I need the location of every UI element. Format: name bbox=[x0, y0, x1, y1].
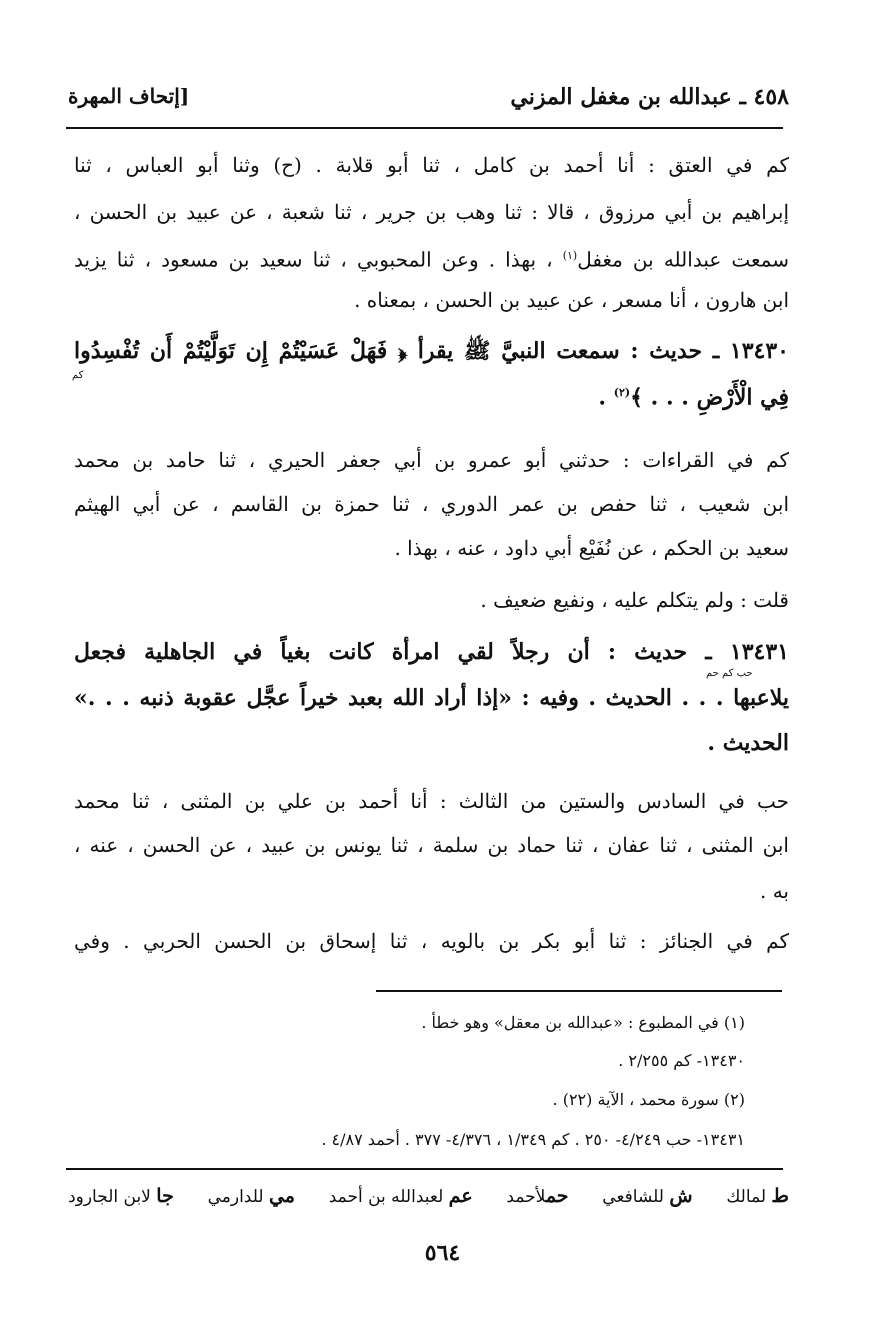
hadith-heading: ١٣٤٣١ ـ حديث : أن رجلاً لقي امرأة كانت بغياً في الجاهلية فجعل bbox=[74, 639, 789, 665]
siglum-code: عم bbox=[448, 1185, 473, 1207]
hadith-heading: الحديث . bbox=[707, 730, 789, 756]
siglum-entry bbox=[602, 1185, 692, 1207]
body-text: . bbox=[598, 384, 614, 411]
footnote: ١٣٤٣١- حب ٤/٢٤٩- ٢٥٠ . كم ١/٣٤٩ ، ٤/٣٧٦- ٣٧٧ . أحمد ٤/٨٧ . bbox=[321, 1130, 745, 1149]
footnote-rule bbox=[376, 990, 782, 992]
siglum-desc: للدارمي bbox=[207, 1187, 264, 1207]
body-line: ابن هارون ، أنا مسعر ، عن عبيد بن الحسن ، بمعناه . bbox=[354, 288, 789, 312]
siglum-code: حم bbox=[545, 1185, 569, 1207]
siglum-entry bbox=[506, 1185, 568, 1207]
siglum-desc: لمالك bbox=[726, 1187, 767, 1207]
footnote: ١٣٤٣٠- كم ٢/٢٥٥ . bbox=[618, 1051, 745, 1070]
body-line: ابن المثنى ، ثنا عفان ، ثنا حماد بن سلمة ، ثنا يونس بن عبيد ، عن الحسن ، عنه ، bbox=[74, 833, 789, 857]
body-line: كم في القراءات : حدثني أبو عمرو بن أبي جعفر الحيري ، ثنا حامد بن محمد bbox=[74, 448, 789, 472]
body-line: ابن شعيب ، ثنا حفص بن عمر الدوري ، ثنا حمزة بن القاسم ، عن أبي الهيثم bbox=[74, 492, 789, 516]
siglum-entry bbox=[68, 1185, 174, 1207]
footnote: (١) في المطبوع : «عبدالله بن معقل» وهو خطأ . bbox=[421, 1013, 745, 1032]
siglum-entry bbox=[329, 1185, 473, 1207]
body-line: به . bbox=[759, 879, 789, 903]
siglum-code: مي bbox=[268, 1185, 295, 1207]
sigla-legend bbox=[68, 1185, 789, 1207]
siglum-code: ط bbox=[771, 1185, 789, 1207]
body-line: سعيد بن الحكم ، عن نُفَيْع أبي داود ، عنه ، بهذا . bbox=[394, 536, 789, 560]
siglum-desc: لعبدالله بن أحمد bbox=[328, 1187, 444, 1207]
body-text: ، بهذا . وعن المحبوبي ، ثنا سعيد بن مسعود ، ثنا يزيد bbox=[74, 247, 563, 272]
siglum-code: جا bbox=[156, 1185, 174, 1207]
body-line: إبراهيم بن أبي مرزوق ، قالا : ثنا وهب بن جرير ، ثنا شعبة ، عن عبيد بن الحسن ، bbox=[74, 200, 789, 224]
siglum-desc: للشافعي bbox=[602, 1187, 664, 1207]
siglum-code: ش bbox=[669, 1185, 693, 1207]
body-line: حب في السادس والستين من الثالث : أنا أحمد بن علي بن المثنى ، ثنا محمد bbox=[74, 789, 789, 813]
siglum-desc: لأحمد bbox=[506, 1187, 546, 1207]
siglum-entry bbox=[208, 1185, 295, 1207]
margin-siglum: حب كم حم bbox=[706, 668, 753, 679]
hadith-heading bbox=[74, 378, 789, 412]
body-line: قلت : ولم يتكلم عليه ، ونفيع ضعيف . bbox=[480, 588, 789, 612]
footnote-marker: (١) bbox=[562, 249, 578, 262]
body-line: كم في العتق : أنا أحمد بن كامل ، ثنا أبو قلابة . (ح) وثنا أبو العباس ، ثنا bbox=[74, 153, 789, 177]
book-title: [إتحاف المهرة bbox=[68, 84, 190, 108]
quran-text: فِي الْأَرْضِ . . . ﴾ bbox=[630, 384, 789, 411]
hadith-heading: ١٣٤٣٠ ـ حديث : سمعت النبيَّ ﷺ يقرأ ﴿ فَهَلْ عَسَيْتُمْ إِن تَوَلَّيْتُمْ أَن تُفْسِدُوا bbox=[74, 338, 789, 364]
chapter-title: ٤٥٨ ـ عبدالله بن مغفل المزني bbox=[510, 84, 789, 110]
footnote: (٢) سورة محمد ، الآية (٢٢) . bbox=[552, 1090, 745, 1109]
sigla-rule bbox=[66, 1168, 783, 1170]
body-text: سمعت عبدالله بن مغفل bbox=[577, 247, 789, 272]
page-number: ٥٦٤ bbox=[424, 1240, 461, 1266]
body-line bbox=[74, 241, 789, 275]
margin-siglum: كم bbox=[72, 370, 84, 381]
body-line: كم في الجنائز : ثنا أبو بكر بن بالويه ، ثنا إسحاق بن الحسن الحربي . وفي bbox=[74, 929, 789, 953]
footnote-marker: (٢) bbox=[613, 386, 631, 399]
siglum-entry bbox=[726, 1185, 789, 1207]
header-rule bbox=[66, 127, 783, 129]
siglum-desc: لابن الجارود bbox=[68, 1187, 151, 1207]
hadith-heading: يلاعبها . . . الحديث . وفيه : «إذا أراد الله بعبد خيراً عجَّل عقوبة ذنبه . . .» bbox=[74, 685, 789, 711]
